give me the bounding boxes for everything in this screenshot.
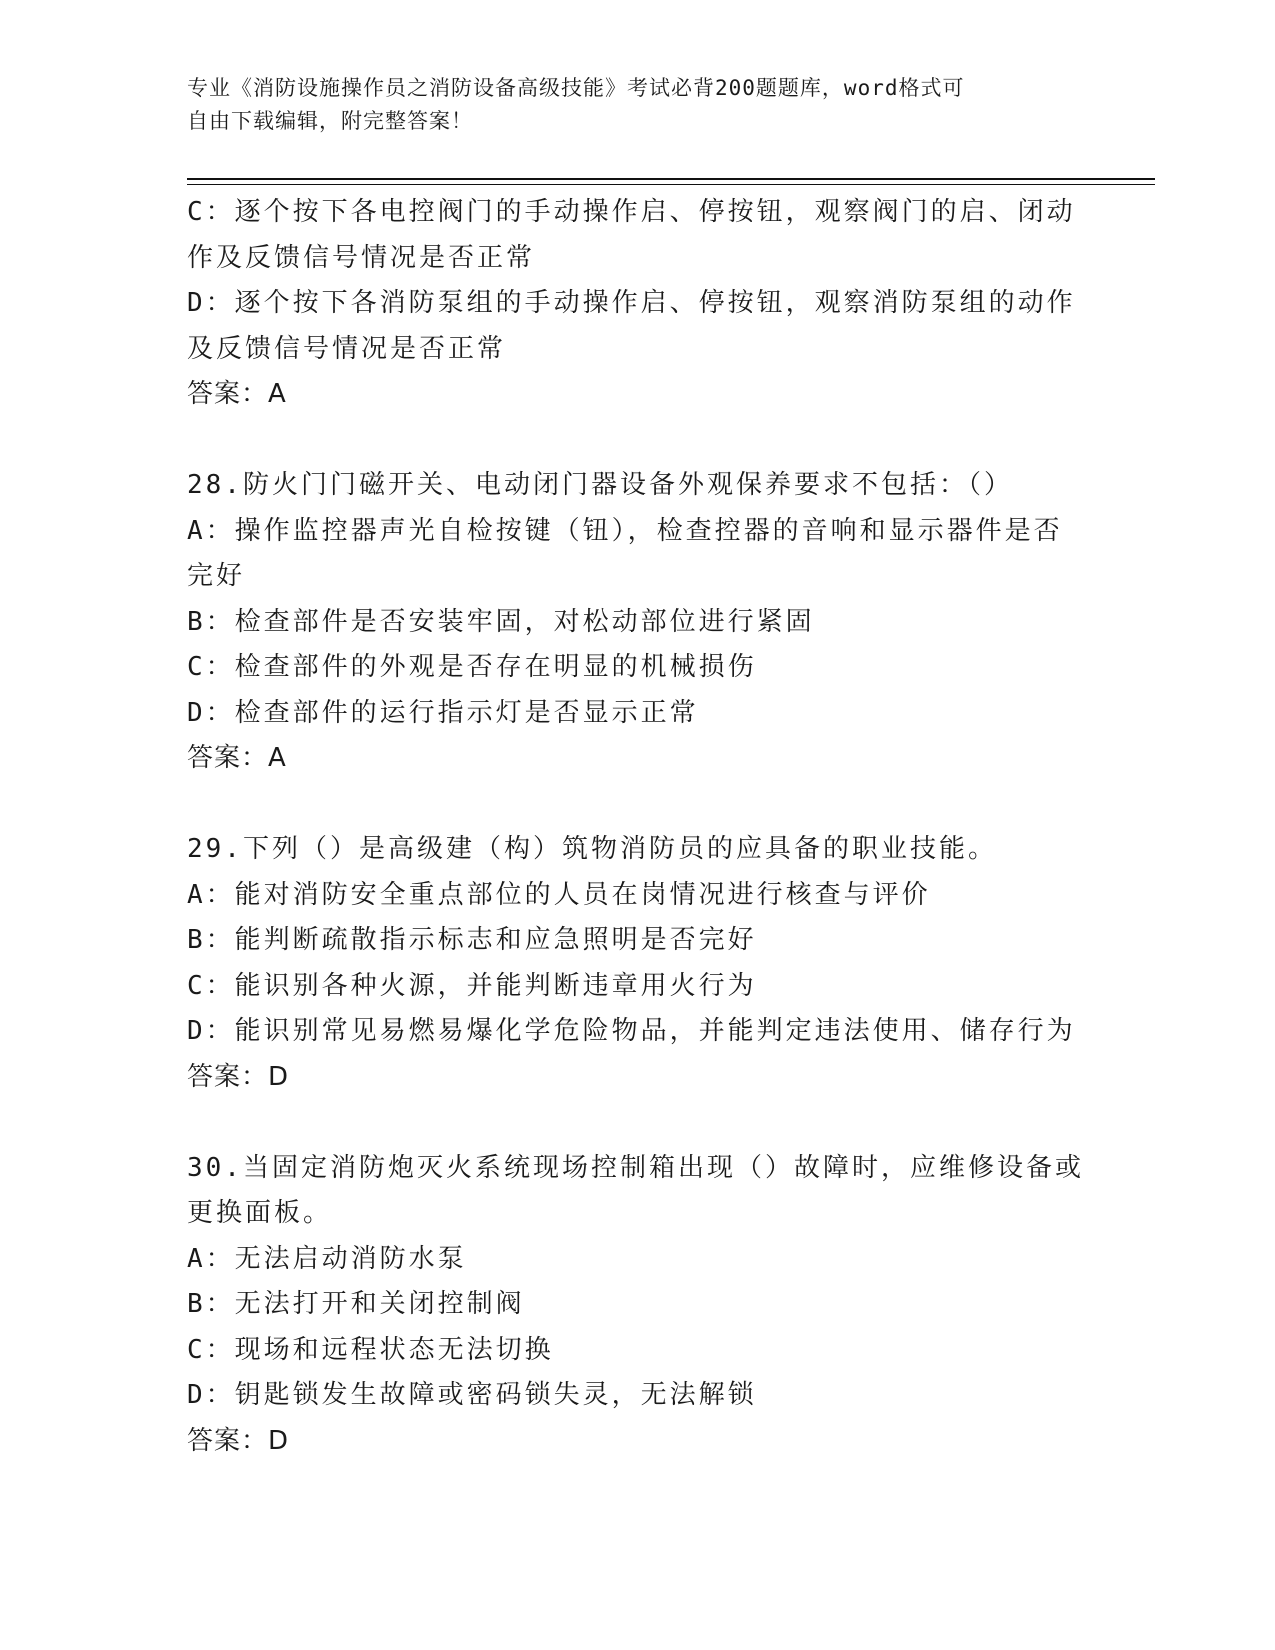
q28-answer: 答案：A (187, 743, 287, 773)
q27-option-d-line-2: 及反馈信号情况是否正常 (187, 333, 507, 364)
header-rule-thick (187, 178, 1155, 180)
q29-option-b: B：能判断疏散指示标志和应急照明是否完好 (187, 925, 757, 955)
question-28 (187, 463, 1087, 782)
document-header (187, 72, 1067, 138)
q28-stem: 28.防火门门磁开关、电动闭门器设备外观保养要求不包括：（） (187, 470, 1013, 500)
q28-option-d: D：检查部件的运行指示灯是否显示正常 (187, 697, 699, 728)
q30-answer: 答案：D (187, 1425, 290, 1456)
q28-option-c: C：检查部件的外观是否存在明显的机械损伤 (187, 652, 757, 682)
q28-option-a-line-1: A：操作监控器声光自检按键（钮），检查控器的音响和显示器件是否 (187, 515, 1063, 546)
q30-option-a: A：无法启动消防水泵 (187, 1243, 467, 1274)
q29-answer: 答案：D (187, 1061, 290, 1092)
question-27-tail (187, 190, 1087, 418)
header-line-2: 自由下载编辑，附完整答案！ (187, 109, 473, 133)
q30-option-b: B：无法打开和关闭控制阀 (187, 1289, 525, 1319)
q29-stem: 29.下列（）是高级建（构）筑物消防员的应具备的职业技能。 (187, 834, 997, 864)
question-gap (187, 1100, 1087, 1146)
q30-option-d: D：钥匙锁发生故障或密码锁失灵，无法解锁 (187, 1380, 757, 1410)
q30-stem-line-1: 30.当固定消防炮灭火系统现场控制箱出现（）故障时，应维修设备或 (187, 1152, 1084, 1183)
q30-option-c: C：现场和远程状态无法切换 (187, 1334, 554, 1365)
q27-answer: 答案：A (187, 379, 287, 409)
q27-option-c-line-2: 作及反馈信号情况是否正常 (187, 242, 536, 273)
q28-option-b: B：检查部件是否安装牢固，对松动部位进行紧固 (187, 606, 815, 637)
document-body (187, 190, 1087, 1464)
question-30 (187, 1146, 1087, 1465)
question-gap (187, 782, 1087, 828)
q27-option-c-line-1: C：逐个按下各电控阀门的手动操作启、停按钮，观察阀门的启、闭动 (187, 197, 1076, 227)
q27-option-d-line-1: D：逐个按下各消防泵组的手动操作启、停按钮，观察消防泵组的动作 (187, 288, 1076, 318)
question-gap (187, 418, 1087, 464)
header-rule-thin (187, 184, 1155, 185)
header-line-1: 专业《消防设施操作员之消防设备高级技能》考试必背200题题库，word格式可 (187, 76, 965, 100)
q29-option-a: A：能对消防安全重点部位的人员在岗情况进行核查与评价 (187, 879, 931, 910)
question-29 (187, 827, 1087, 1100)
q29-option-d: D：能识别常见易燃易爆化学危险物品，并能判定违法使用、储存行为 (187, 1016, 1076, 1046)
q29-option-c: C：能识别各种火源，并能判断违章用火行为 (187, 970, 757, 1001)
q28-option-a-line-2: 完好 (187, 561, 246, 591)
q30-stem-line-2: 更换面板。 (187, 1198, 333, 1228)
